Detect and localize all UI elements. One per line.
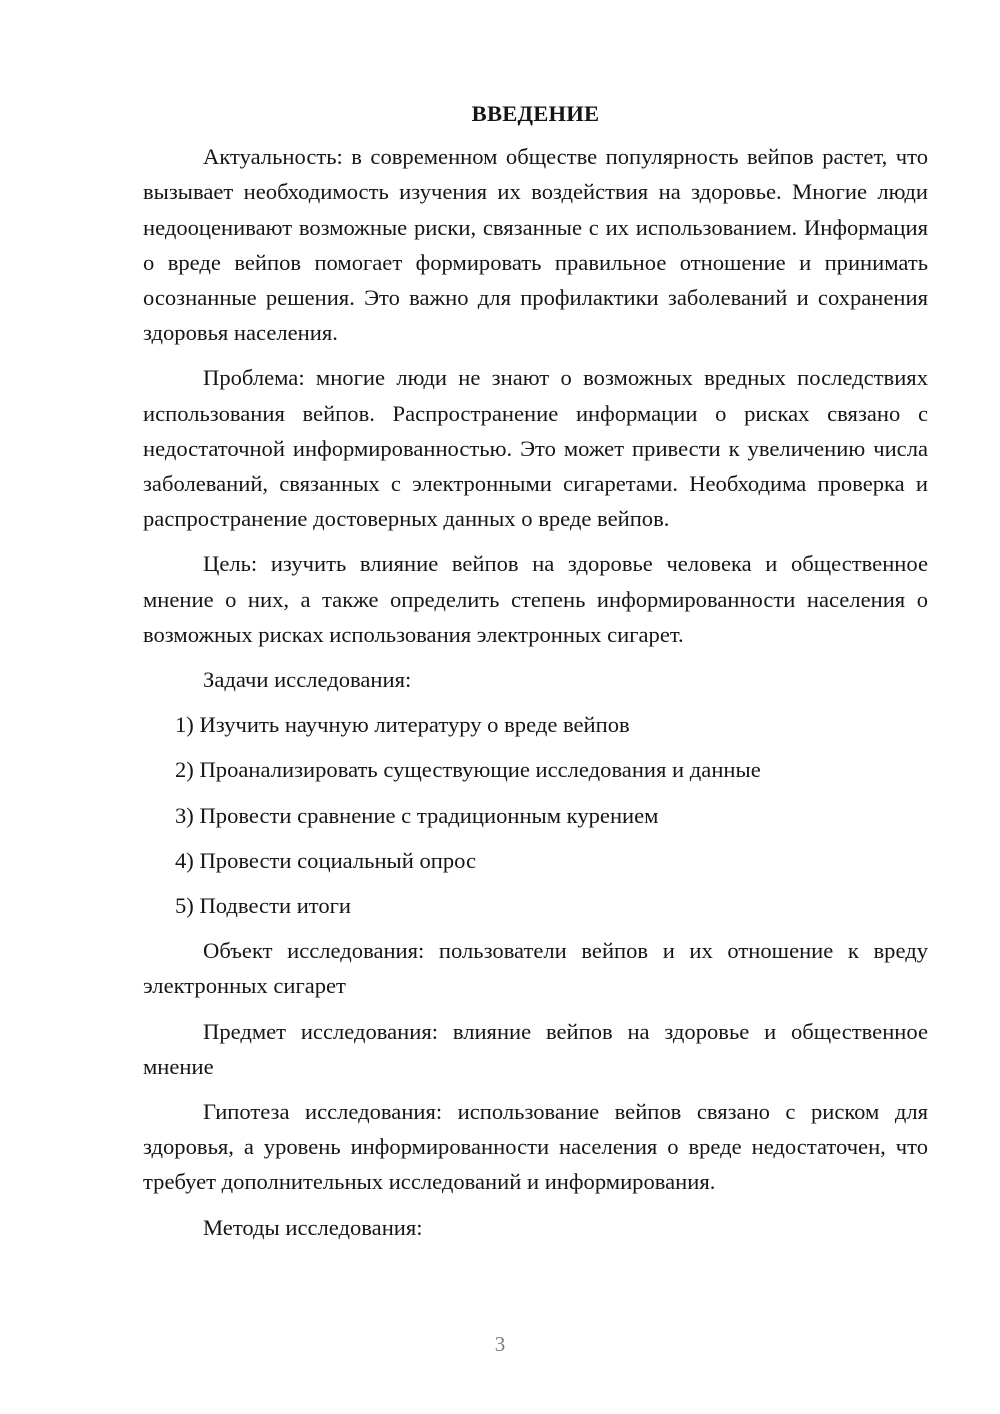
section-title: ВВЕДЕНИЕ xyxy=(471,101,600,126)
task-item-2: 2) Проанализировать существующие исследования и данные xyxy=(175,757,761,783)
paragraph-relevance: Актуальность: в современном обществе популярность вейпов растет, что вызывает необходимость изучения их воздействия на здоровье. Многие люди недооценивают возможные риски, связанные с их использованием. Информация о вреде вейпов помогает формировать правильное отношение и принимать осознанные решения. Это важно для профилактики заболеваний и сохранения здоровья населения. xyxy=(143,144,928,346)
task-item-5: 5) Подвести итоги xyxy=(175,893,352,919)
page-number: 3 xyxy=(494,1332,506,1356)
paragraph-goal: Цель: изучить влияние вейпов на здоровье человека и общественное мнение о них, а также определить степень информированности населения о возможных рисках использования электронных сигарет. xyxy=(143,551,928,647)
task-item-1: 1) Изучить научную литературу о вреде вейпов xyxy=(175,712,630,738)
task-item-3: 3) Провести сравнение с традиционным курением xyxy=(175,802,659,828)
paragraph-problem: Проблема: многие люди не знают о возможных вредных последствиях использования вейпов. Распространение информации о рисках связано с недостаточной информированностью. Это может привести к увеличению числа заболеваний, связанных с электронными сигаретами. Необходима проверка и распространение достоверных данных о вреде вейпов. xyxy=(143,365,928,532)
tasks-heading: Задачи исследования: xyxy=(203,667,412,693)
task-item-4: 4) Провести социальный опрос xyxy=(175,847,477,873)
methods-heading: Методы исследования: xyxy=(203,1214,423,1240)
paragraph-subject: Предмет исследования: влияние вейпов на здоровье и общественное мнение xyxy=(143,1018,928,1079)
paragraph-hypothesis: Гипотеза исследования: использование вейпов связано с риском для здоровья, а уровень информированности населения о вреде недостаточен, что требует дополнительных исследований и информирования. xyxy=(143,1099,928,1195)
paragraph-object: Объект исследования: пользователи вейпов и их отношение к вреду электронных сигарет xyxy=(143,938,928,999)
page-content xyxy=(143,96,928,1255)
